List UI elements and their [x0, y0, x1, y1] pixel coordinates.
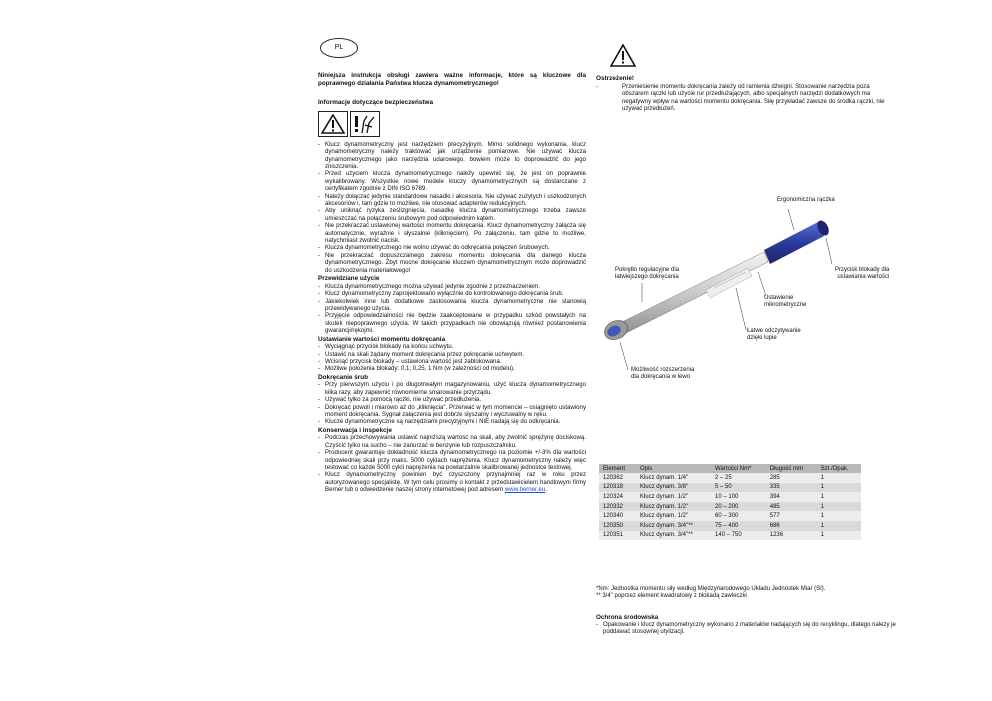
- language-badge: PL: [320, 38, 358, 58]
- list-item: - Wyciągnąć przycisk blokady na końcu uchwytu.: [318, 343, 586, 350]
- list-item: - Dokręcać powoli i miarowo aż do „kliknięcia". Przerwać w tym momencie – osiągnięto ustawiony moment dokręcania. Sygnał załączenia jest dobrze słyszalny i wyczuwalny w ręku.: [318, 404, 586, 419]
- callout-expand: [631, 367, 694, 382]
- warning-dash: -: [596, 82, 599, 90]
- list-item: - Przy pierwszym użyciu i po długotrwałym magazynowaniu, użyć klucza dynamometrycznego kilka razy, aby zapewnić równomierne smarowanie przyrządu.: [318, 381, 586, 396]
- table-footnotes: [596, 586, 896, 601]
- list-item: - Używać tylko za pomocą rączki, nie używać przedłużenia.: [318, 396, 586, 403]
- intro-text: Niniejsza instrukcja obsługi zawiera ważne informacje, które są kluczowe dla poprawnego działania Państwa klucza dynamometrycznego!: [318, 72, 586, 87]
- callout-handle: Ergonomiczna rączka: [777, 197, 835, 203]
- table-cell: 120324: [599, 492, 636, 502]
- safety-list: [318, 141, 586, 274]
- table-header: Długość mm: [766, 464, 817, 473]
- table-cell: 120318: [599, 483, 636, 493]
- callout-micrometer: [764, 295, 806, 310]
- table-cell: 1: [817, 473, 861, 483]
- table-header: Opis: [636, 464, 711, 473]
- table-cell: Klucz dynam. 1/2'': [636, 511, 711, 521]
- warning-triangle-icon: [318, 111, 348, 137]
- list-item: - Podczas przechowywania ustawić najniższą wartość na skali, aby zwolnić sprężynę dociskową. Czyścić tylko na sucho – nie zanurzać w benzynie lub rozpuszczalniku.: [318, 434, 586, 449]
- list-item: - Klucze dynamometryczne są narzędziami precyzyjnymi i NIE nadają się do odkręcania.: [318, 418, 586, 425]
- table-cell: Klucz dynam. 1/2'': [636, 502, 711, 512]
- table-cell: 2 – 25: [711, 473, 766, 483]
- table-cell: 335: [766, 483, 817, 493]
- callout-knob: [615, 267, 679, 282]
- setting-heading: Ustawianie wartości momentu dokręcania: [318, 335, 446, 343]
- callout-knob-line1: Pokrętło regulacyjne dla: [615, 267, 680, 273]
- list-item: - Ustawić na skali żądany moment dokręcania przez pokręcanie uchwytem.: [318, 351, 586, 358]
- table-cell: 5 – 50: [711, 483, 766, 493]
- table-cell: Klucz dynam. 3/4''**: [636, 521, 711, 531]
- list-item: - Wcisnąć przycisk blokady – ustawiona wartość jest zablokowana.: [318, 358, 586, 365]
- callout-lens: [747, 328, 801, 343]
- table-row: [599, 492, 861, 502]
- environment-heading: Ochrona środowiska: [596, 614, 659, 621]
- torque-wrench-figure: [596, 190, 896, 390]
- table-cell: 120350: [599, 521, 636, 531]
- callout-expand-line2: dla dokręcania w lewo: [631, 374, 691, 381]
- wrench-drawing: [601, 209, 832, 370]
- list-item: - Klucza dynamometrycznego można używać jedynie zgodnie z przeznaczeniem.: [318, 283, 586, 290]
- table-cell: 485: [766, 502, 817, 512]
- table-cell: 1: [817, 492, 861, 502]
- footnote-square: ** 3/4" poprzez element kwadratowy z blokadą zawleczki: [596, 593, 747, 600]
- table-cell: 60 – 300: [711, 511, 766, 521]
- table-cell: Klucz dynam. 3/4''**: [636, 531, 711, 541]
- table-cell: 10 – 100: [711, 492, 766, 502]
- list-item: - Klucz dynamometryczny jest narzędziem precyzyjnym. Mimo solidnego wykonania, klucz dynamometryczny należy traktować jak urządzenie pomiarowe. Nie używać klucza dynamometrycznego jako narzędzia udarowego, bowiem może to doprowadzić do jego zniszczenia.: [318, 141, 586, 171]
- table-row: [599, 483, 861, 493]
- environment-text: Opakowanie i klucz dynamometryczny wykonano z materiałów nadających się do recyklingu, dlatego należy je poddawać stosownej utylizacji.: [603, 621, 896, 635]
- maintenance-list: [318, 434, 586, 493]
- table-cell: 1: [817, 511, 861, 521]
- table-cell: 75 – 400: [711, 521, 766, 531]
- table-row: [599, 521, 861, 531]
- list-item: - Nie przekraczać dopuszczalnego zakresu momentu dokręcania dla danego klucza dynamometrycznego. Zbyt mocne dokręcanie kluczem dynamometrycznym może doprowadzić do uszkodzenia materiałowego!: [318, 252, 586, 274]
- list-item: - Nie przekraczać ustawionej wartości momentu dokręcania. Klucz dynamometryczny załącza się automatycznie, wyraźnie i słyszalnie (kliknięciem). Po załączeniu, tam gdzie to możliwe, natychmiast zwolnić nacisk.: [318, 222, 586, 244]
- callout-expand-line1: Możliwość rozszerzenia: [631, 367, 695, 373]
- table-row: [599, 511, 861, 521]
- list-item: - Aby uniknąć ryzyka ześlizgnięcia, nasadkę klucza dynamometrycznego trzeba zawsze umieszczać na połączeniu śrubowym pod odpowiednim kątem.: [318, 207, 586, 222]
- setting-list: [318, 343, 586, 373]
- table-cell: 120362: [599, 473, 636, 483]
- right-column: [596, 44, 896, 112]
- tightening-list: [318, 381, 586, 425]
- table-cell: 1: [817, 502, 861, 512]
- list-item: - Możliwe położenia blokady: 0,1; 0,25, 1 Nm (w zależności od modelu).: [318, 365, 586, 372]
- environment-item: [596, 622, 896, 637]
- product-table: [599, 464, 861, 540]
- intended-use-list: [318, 283, 586, 335]
- left-column: [318, 38, 586, 494]
- table-cell: 1: [817, 483, 861, 493]
- footnote-si: *Nm: Jednostka momentu siły według Międzynarodowego Układu Jednostek Miar (SI).: [596, 586, 826, 592]
- table-cell: 1: [817, 521, 861, 531]
- table-cell: 1236: [766, 531, 817, 541]
- environment-section: [596, 613, 896, 636]
- warning-text: Przeniesienie momentu dokręcania zależy od ramienia dźwigni. Stosowanie narzędzia poza obszarem rączki lub użycie rur przedłużających, albo specjalnych narzędzi dodatkowych ma negatywny wpływ na wartości momentu dokręcania. Siłę przykładać zawsze do środka rączki, nie używać przedłużeń.: [622, 82, 885, 113]
- table-cell: 1: [817, 531, 861, 541]
- table-cell: 285: [766, 473, 817, 483]
- list-item: - Klucza dynamometrycznego nie wolno używać do odkręcania połączeń śrubowych.: [318, 244, 586, 251]
- maintenance-heading: Konserwacja i inspekcje: [318, 426, 392, 434]
- list-item: - Klucz dynamometryczny zaprojektowano wyłącznie do kontrolowanego dokręcania śrub.: [318, 290, 586, 297]
- table-row: [599, 502, 861, 512]
- link-tail: .: [545, 486, 547, 494]
- table-header-row: [599, 464, 861, 473]
- safety-heading: Informacje dotyczące bezpieczeństwa: [318, 99, 434, 107]
- callout-lock: [835, 267, 889, 282]
- table-cell: 120332: [599, 502, 636, 512]
- table-cell: Klucz dynam. 3/8'': [636, 483, 711, 493]
- list-item: - Producent gwarantuje dokładność klucza dynamometrycznego na poziomie +/-3% dla wartości odpowiedniej skali przy maks. 5000 cyklach naprężenia. Klucz dynamometryczny należy więc testować co każde 5000 cykli naprężenia na powtarzalnie skalibrowanej jednostce testowej.: [318, 449, 586, 471]
- list-item: - Należy dołączać jedynie standardowe nasadki i akcesoria. Nie używać zużytych i uszkodzonych akcesoriów i, tam gdzie to możliwe, nie stosować adapterów redukcyjnych.: [318, 193, 586, 208]
- table-cell: 686: [766, 521, 817, 531]
- table-row: [599, 531, 861, 541]
- callout-lens-line1: Łatwe odczytywanie: [747, 328, 801, 334]
- table-cell: 120340: [599, 511, 636, 521]
- hand-injury-icon: [350, 111, 380, 137]
- tightening-heading: Dokręcanie śrub: [318, 373, 369, 381]
- callout-micro-line2: mikrometryczne: [764, 302, 807, 309]
- list-item: - Przyjęcie odpowiedzialności nie będzie zaakceptowane w przypadku szkód powstałych na skutek niepoprawnego użycia. W takich przypadkach nie obowiązują również postanowienia gwarancji/rękojmi.: [318, 312, 586, 334]
- environment-dash: -: [596, 621, 598, 628]
- table-header: Szt./Opak.: [817, 464, 861, 473]
- callout-lock-line2: ustawiania wartości: [837, 274, 890, 281]
- callout-knob-line2: łatwiejszego dokręcania: [615, 274, 679, 281]
- table-header: Wartości Nm*: [711, 464, 766, 473]
- callout-micro-line1: Ustawienie: [764, 295, 794, 301]
- table-cell: 120351: [599, 531, 636, 541]
- table-cell: 577: [766, 511, 817, 521]
- list-item: [318, 471, 586, 493]
- warning-triangle-icon: [610, 44, 896, 69]
- warning-heading: Ostrzeżenie!: [596, 75, 635, 83]
- safety-icons: [318, 111, 586, 137]
- berner-website-link[interactable]: www.berner.eu: [504, 486, 546, 494]
- table-cell: 20 – 200: [711, 502, 766, 512]
- list-item: - Jakiekolwiek inne lub dodatkowe zastosowania klucza dynamometryczne nie stanowią przewidywanego użycia.: [318, 298, 586, 313]
- table-cell: 394: [766, 492, 817, 502]
- callout-lock-line1: Przycisk blokady dla: [835, 267, 890, 273]
- table-cell: 140 – 750: [711, 531, 766, 541]
- maintenance-last-text: Klucz dynamometryczny powinien być czyszczony przynajmniej raz w roku przez autoryzowanego specjalistę. W tym celu prosimy o kontakt z przedstawicielem handlowym firmy Berner lub o odwiedzenie naszej strony internetowej pod adresem: [325, 471, 586, 494]
- intended-use-heading: Przewidziane użycie: [318, 275, 380, 283]
- table-cell: Klucz dynam. 1/4'': [636, 473, 711, 483]
- table-cell: Klucz dynam. 1/2'': [636, 492, 711, 502]
- table-header: Element: [599, 464, 636, 473]
- warning-text-item: [596, 83, 896, 113]
- table-row: [599, 473, 861, 483]
- list-item: - Przed użyciem klucza dynamometrycznego należy upewnić się, że jest on poprawnie wykalibrowany. Wszystkie nowe modele kluczy dynamometrycznych są dostarczane z certyfikatem zgodnie z DIN ISO 6789.: [318, 170, 586, 192]
- callout-lens-line2: dzięki lupie: [747, 335, 777, 342]
